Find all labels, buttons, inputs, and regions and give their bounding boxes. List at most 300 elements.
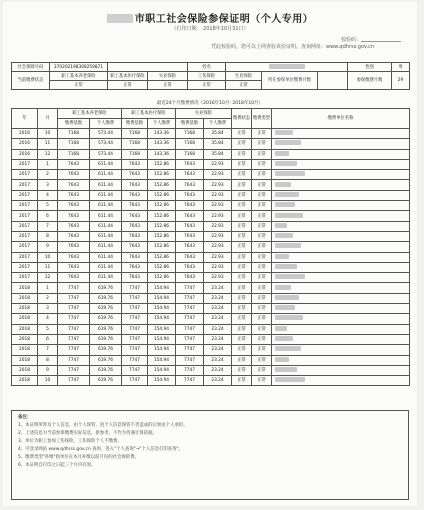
table-cell: 正常	[232, 345, 252, 355]
col-pension-pay: 个人缴费	[90, 119, 122, 129]
table-cell: 正常	[232, 355, 252, 365]
table-cell: 7643	[58, 201, 90, 211]
table-cell: 619.76	[90, 355, 122, 365]
table-cell: 正常	[232, 231, 252, 241]
unit-name-cell	[272, 129, 410, 139]
table-cell: 5	[38, 201, 58, 211]
table-cell: 2018	[12, 365, 38, 375]
ssn-value: 370202198308259871	[50, 63, 108, 72]
table-cell: 正常	[252, 221, 272, 231]
table-cell: 619.76	[90, 304, 122, 314]
table-cell: 7643	[122, 231, 148, 241]
table-cell: 7643	[176, 170, 204, 180]
notes-box	[11, 410, 409, 500]
unit-name-cell	[272, 231, 410, 241]
table-cell: 2	[38, 293, 58, 303]
table-cell: 7	[38, 345, 58, 355]
table-cell: 7747	[58, 345, 90, 355]
table-cell: 23.24	[204, 376, 232, 386]
unit-name-cell	[272, 304, 410, 314]
redacted-unit-name	[275, 285, 291, 290]
table-cell: 正常	[232, 324, 252, 334]
note-line: 1、本证明所涉及个人信息，由个人保管，因个人信息保管不善造成的后果由个人承担。	[18, 423, 188, 428]
unit-name-cell	[272, 201, 410, 211]
table-row	[12, 190, 410, 200]
table-cell: 152.86	[148, 170, 176, 180]
redacted-unit-name	[275, 151, 289, 156]
table-cell: 2017	[12, 242, 38, 252]
notes-heading: 备注：	[18, 415, 32, 420]
table-cell: 7643	[58, 190, 90, 200]
redacted-unit-name	[275, 336, 293, 341]
table-cell: 7643	[58, 242, 90, 252]
table-cell: 7	[38, 221, 58, 231]
table-cell: 正常	[252, 231, 272, 241]
table-cell: 7747	[176, 345, 204, 355]
table-cell: 7168	[58, 149, 90, 159]
table-cell: 2018	[12, 376, 38, 386]
table-cell: 7168	[58, 129, 90, 139]
table-cell: 正常	[232, 129, 252, 139]
table-cell: 611.44	[90, 242, 122, 252]
table-cell: 正常	[252, 201, 272, 211]
table-row	[12, 355, 410, 365]
verify-code-label: 校验码：	[340, 37, 361, 43]
table-cell: 152.86	[148, 190, 176, 200]
table-cell: 4	[38, 190, 58, 200]
table-cell: 619.76	[90, 283, 122, 293]
unit-name-cell	[272, 293, 410, 303]
maternity-status: 正常	[226, 81, 262, 90]
personal-info-table	[11, 62, 410, 90]
table-row	[12, 159, 410, 169]
table-cell: 7643	[122, 190, 148, 200]
table-cell: 611.44	[90, 252, 122, 262]
redacted-unit-name	[275, 274, 305, 279]
table-cell: 152.86	[148, 252, 176, 262]
redacted-city	[107, 14, 133, 23]
table-cell: 7747	[58, 314, 90, 324]
col-type: 缴费类型	[252, 109, 272, 129]
table-cell: 22.93	[204, 242, 232, 252]
table-cell: 7747	[176, 376, 204, 386]
table-cell: 7747	[58, 304, 90, 314]
table-cell: 619.76	[90, 324, 122, 334]
table-row	[12, 252, 410, 262]
table-row	[12, 201, 410, 211]
table-cell: 2018	[12, 334, 38, 344]
table-row	[12, 139, 410, 149]
unit-name-cell	[272, 221, 410, 231]
table-cell: 7643	[58, 180, 90, 190]
table-cell: 143.36	[148, 129, 176, 139]
table-cell: 正常	[252, 190, 272, 200]
table-cell: 154.94	[148, 304, 176, 314]
redacted-unit-name	[275, 326, 287, 331]
table-row	[12, 231, 410, 241]
medical-label: 职工基本医疗保险	[108, 72, 148, 81]
table-cell: 152.86	[148, 231, 176, 241]
table-cell: 7643	[176, 190, 204, 200]
unit-months-value	[318, 72, 348, 90]
table-cell: 23.24	[204, 304, 232, 314]
table-cell: 22.93	[204, 211, 232, 221]
table-cell: 2017	[12, 221, 38, 231]
unemployment-status: 正常	[148, 81, 188, 90]
table-row	[12, 242, 410, 252]
table-cell: 1	[38, 283, 58, 293]
table-cell: 正常	[232, 221, 252, 231]
table-cell: 7747	[122, 355, 148, 365]
table-cell: 7643	[122, 180, 148, 190]
table-cell: 23.24	[204, 293, 232, 303]
table-cell: 23.24	[204, 355, 232, 365]
table-cell: 7643	[176, 262, 204, 272]
table-cell: 154.94	[148, 376, 176, 386]
table-cell: 正常	[252, 129, 272, 139]
table-row	[12, 211, 410, 221]
note-line: 2、上述信息为当前参保缴费实际信息，供参考，不作为待遇计算依据。	[18, 431, 157, 436]
table-cell: 7168	[122, 129, 148, 139]
table-cell: 7747	[122, 365, 148, 375]
table-cell: 2018	[12, 314, 38, 324]
table-cell: 11	[38, 139, 58, 149]
table-cell: 2017	[12, 211, 38, 221]
table-row	[12, 365, 410, 375]
table-cell: 7643	[122, 170, 148, 180]
table-cell: 2018	[12, 355, 38, 365]
redacted-unit-name	[275, 295, 299, 300]
table-cell: 7643	[176, 252, 204, 262]
table-cell: 619.76	[90, 293, 122, 303]
table-cell: 7643	[58, 159, 90, 169]
unit-months-label: 所在参保单位缴费月数	[262, 72, 318, 90]
table-cell: 23.24	[204, 324, 232, 334]
table-cell: 2017	[12, 273, 38, 283]
table-cell: 23.24	[204, 345, 232, 355]
table-cell: 正常	[232, 252, 252, 262]
table-cell: 7643	[58, 262, 90, 272]
table-cell: 正常	[252, 211, 272, 221]
table-cell: 611.44	[90, 211, 122, 221]
table-cell: 正常	[252, 252, 272, 262]
redacted-unit-name	[275, 305, 295, 310]
unit-name-cell	[272, 365, 410, 375]
table-row	[12, 273, 410, 283]
table-cell: 611.44	[90, 262, 122, 272]
table-row	[12, 304, 410, 314]
table-cell: 7747	[122, 314, 148, 324]
redacted-name	[269, 64, 305, 69]
table-cell: 12	[38, 149, 58, 159]
table-cell: 35.84	[204, 129, 232, 139]
table-cell: 143.36	[148, 149, 176, 159]
table-cell: 7168	[122, 139, 148, 149]
table-cell: 正常	[232, 334, 252, 344]
table-cell: 2018	[12, 304, 38, 314]
table-cell: 7747	[58, 293, 90, 303]
table-cell: 7643	[58, 221, 90, 231]
table-row	[12, 376, 410, 386]
redacted-unit-name	[275, 357, 289, 362]
redacted-unit-name	[275, 367, 297, 372]
table-cell: 573.44	[90, 129, 122, 139]
table-cell: 7643	[58, 170, 90, 180]
table-cell: 7747	[58, 334, 90, 344]
table-cell: 正常	[252, 242, 272, 252]
unit-name-cell	[272, 190, 410, 200]
unit-name-cell	[272, 345, 410, 355]
table-row	[12, 283, 410, 293]
table-cell: 9	[38, 365, 58, 375]
unit-name-cell	[272, 376, 410, 386]
col-unemp-base: 缴费基数	[176, 119, 204, 129]
table-cell: 35.84	[204, 149, 232, 159]
table-cell: 7747	[176, 355, 204, 365]
table-cell: 正常	[252, 345, 272, 355]
table-cell: 正常	[232, 283, 252, 293]
unit-name-cell	[272, 252, 410, 262]
table-cell: 7747	[122, 376, 148, 386]
table-cell: 4	[38, 314, 58, 324]
table-cell: 7747	[176, 365, 204, 375]
table-cell: 573.44	[90, 149, 122, 159]
table-cell: 2017	[12, 252, 38, 262]
table-cell: 22.93	[204, 221, 232, 231]
table-cell: 2017	[12, 190, 38, 200]
table-cell: 22.93	[204, 273, 232, 283]
table-cell: 7747	[176, 304, 204, 314]
table-cell: 2017	[12, 262, 38, 272]
table-cell: 22.93	[204, 252, 232, 262]
table-cell: 152.86	[148, 273, 176, 283]
redacted-unit-name	[275, 161, 297, 166]
redacted-unit-name	[275, 254, 289, 259]
table-cell: 611.44	[90, 190, 122, 200]
table-cell: 正常	[232, 170, 252, 180]
table-cell: 正常	[232, 262, 252, 272]
table-cell: 154.94	[148, 334, 176, 344]
table-cell: 7747	[176, 283, 204, 293]
unit-name-cell	[272, 283, 410, 293]
table-cell: 22.93	[204, 159, 232, 169]
table-cell: 611.44	[90, 273, 122, 283]
group-medical: 职工基本医疗保险	[122, 109, 176, 119]
table-cell: 7643	[122, 211, 148, 221]
table-cell: 7747	[58, 355, 90, 365]
col-status: 缴费状态	[232, 109, 252, 129]
note-line: 4、可登录网站 www.qdhrss.gov.cn 查询，进入"个人查询"→"个人信息打印查询"。	[18, 447, 183, 452]
unit-name-cell	[272, 242, 410, 252]
table-cell: 正常	[252, 170, 272, 180]
redacted-unit-name	[275, 346, 301, 351]
table-cell: 正常	[252, 376, 272, 386]
table-cell: 7643	[58, 273, 90, 283]
note-line: 3、单位为职工参加工伤保险，工伤保险个人不缴费。	[18, 439, 122, 444]
table-cell: 7643	[176, 221, 204, 231]
table-cell: 正常	[252, 304, 272, 314]
table-cell: 2018	[12, 345, 38, 355]
table-cell: 2016	[12, 129, 38, 139]
unemployment-label: 失业保险	[148, 72, 188, 81]
table-cell: 7747	[122, 324, 148, 334]
info-row-1	[12, 63, 410, 72]
table-cell: 7643	[122, 242, 148, 252]
table-cell: 7643	[176, 273, 204, 283]
redacted-unit-name	[275, 233, 293, 238]
table-cell: 2017	[12, 159, 38, 169]
table-cell: 2016	[12, 149, 38, 159]
table-cell: 2018	[12, 293, 38, 303]
table-cell: 正常	[232, 180, 252, 190]
table-cell: 619.76	[90, 365, 122, 375]
table-cell: 7643	[58, 252, 90, 262]
group-pension: 职工基本养老保险	[58, 109, 122, 119]
injury-label: 工伤保险	[188, 72, 226, 81]
redacted-unit-name	[275, 315, 303, 320]
col-medical-base: 缴费基数	[122, 119, 148, 129]
table-cell: 正常	[252, 180, 272, 190]
table-cell: 7643	[122, 221, 148, 231]
gender-label: 性别	[348, 63, 392, 72]
table-cell: 7643	[122, 159, 148, 169]
table-cell: 正常	[252, 283, 272, 293]
unit-name-cell	[272, 262, 410, 272]
table-cell: 正常	[232, 242, 252, 252]
table-cell: 7747	[176, 324, 204, 334]
table-cell: 3	[38, 304, 58, 314]
ssn-label: 社会保障号码	[12, 63, 50, 72]
table-cell: 23.24	[204, 283, 232, 293]
ssn-gap	[108, 63, 188, 72]
table-cell: 7168	[176, 149, 204, 159]
table-cell: 10	[38, 129, 58, 139]
table-cell: 7747	[122, 304, 148, 314]
table-cell: 22.93	[204, 262, 232, 272]
table-cell: 154.94	[148, 355, 176, 365]
info-row-2	[12, 72, 410, 81]
table-cell: 2017	[12, 180, 38, 190]
table-cell: 正常	[252, 314, 272, 324]
total-months-value: 29	[392, 72, 410, 90]
table-cell: 7747	[176, 334, 204, 344]
group-unemployment: 失业保险	[176, 109, 232, 119]
table-cell: 2018	[12, 283, 38, 293]
table-cell: 154.94	[148, 293, 176, 303]
name-label: 姓名	[188, 63, 226, 72]
table-cell: 10	[38, 252, 58, 262]
summary-line: 最近24个月缴费情况（2016年10月- 2018年10月）	[156, 101, 264, 106]
table-cell: 7643	[58, 211, 90, 221]
payment-records-table	[11, 108, 410, 386]
table-cell: 7643	[176, 180, 204, 190]
table-cell: 7747	[176, 293, 204, 303]
table-row	[12, 180, 410, 190]
unit-name-cell	[272, 334, 410, 344]
table-cell: 正常	[232, 314, 252, 324]
table-cell: 7747	[122, 334, 148, 344]
table-cell: 7168	[58, 139, 90, 149]
table-cell: 611.44	[90, 231, 122, 241]
table-cell: 正常	[232, 304, 252, 314]
table-row	[12, 170, 410, 180]
table-cell: 11	[38, 262, 58, 272]
table-cell: 7747	[58, 376, 90, 386]
table-cell: 611.44	[90, 180, 122, 190]
unit-name-cell	[272, 273, 410, 283]
table-cell: 正常	[232, 149, 252, 159]
unit-name-cell	[272, 170, 410, 180]
table-cell: 152.86	[148, 221, 176, 231]
table-cell: 22.93	[204, 190, 232, 200]
redacted-unit-name	[275, 243, 301, 248]
verify-text: 凭此校验码，您可以上网查验该份证明。查询网址：www.qdhrss.gov.cn	[211, 44, 375, 50]
table-cell: 7643	[122, 273, 148, 283]
table-cell: 7747	[176, 314, 204, 324]
total-months-label: 参保缴费月数	[348, 72, 392, 90]
redacted-unit-name	[275, 171, 305, 176]
table-cell: 619.76	[90, 345, 122, 355]
table-cell: 1	[38, 159, 58, 169]
table-cell: 573.44	[90, 139, 122, 149]
redacted-unit-name	[275, 182, 291, 187]
table-cell: 154.94	[148, 345, 176, 355]
table-cell: 正常	[252, 159, 272, 169]
table-cell: 22.93	[204, 170, 232, 180]
redacted-unit-name	[275, 213, 303, 218]
injury-status: 正常	[188, 81, 226, 90]
table-cell: 7643	[122, 201, 148, 211]
table-row	[12, 129, 410, 139]
redacted-unit-name	[275, 223, 287, 228]
table-cell: 2	[38, 170, 58, 180]
table-cell: 619.76	[90, 376, 122, 386]
note-line: 6、本证明自打印之日起三个月内有效。	[18, 463, 96, 468]
table-cell: 正常	[252, 293, 272, 303]
table-cell: 7747	[58, 365, 90, 375]
pension-label: 职工基本养老保险	[50, 72, 108, 81]
table-cell: 正常	[252, 273, 272, 283]
records-body	[12, 129, 410, 386]
table-row	[12, 149, 410, 159]
col-unit-name: 缴费单位名称	[272, 109, 410, 129]
table-cell: 611.44	[90, 159, 122, 169]
redacted-unit-name	[275, 377, 305, 382]
table-row	[12, 314, 410, 324]
table-cell: 正常	[232, 365, 252, 375]
table-cell: 7747	[58, 324, 90, 334]
unit-name-cell	[272, 314, 410, 324]
table-cell: 7747	[122, 283, 148, 293]
col-unemp-pay: 个人缴费	[204, 119, 232, 129]
table-cell: 152.86	[148, 262, 176, 272]
table-cell: 154.94	[148, 324, 176, 334]
table-cell: 7747	[122, 345, 148, 355]
verify-code-box	[361, 36, 401, 42]
col-pension-base: 缴费基数	[58, 119, 90, 129]
redacted-unit-name	[275, 202, 295, 207]
name-value	[226, 63, 348, 72]
table-cell: 正常	[232, 293, 252, 303]
table-cell: 7643	[176, 242, 204, 252]
unit-name-cell	[272, 355, 410, 365]
table-cell: 7643	[122, 252, 148, 262]
table-cell: 22.93	[204, 231, 232, 241]
print-date: （打印日期： 2018年10月31日）	[171, 26, 249, 32]
table-cell: 2016	[12, 139, 38, 149]
maternity-label: 生育保险	[226, 72, 262, 81]
table-cell: 2017	[12, 201, 38, 211]
